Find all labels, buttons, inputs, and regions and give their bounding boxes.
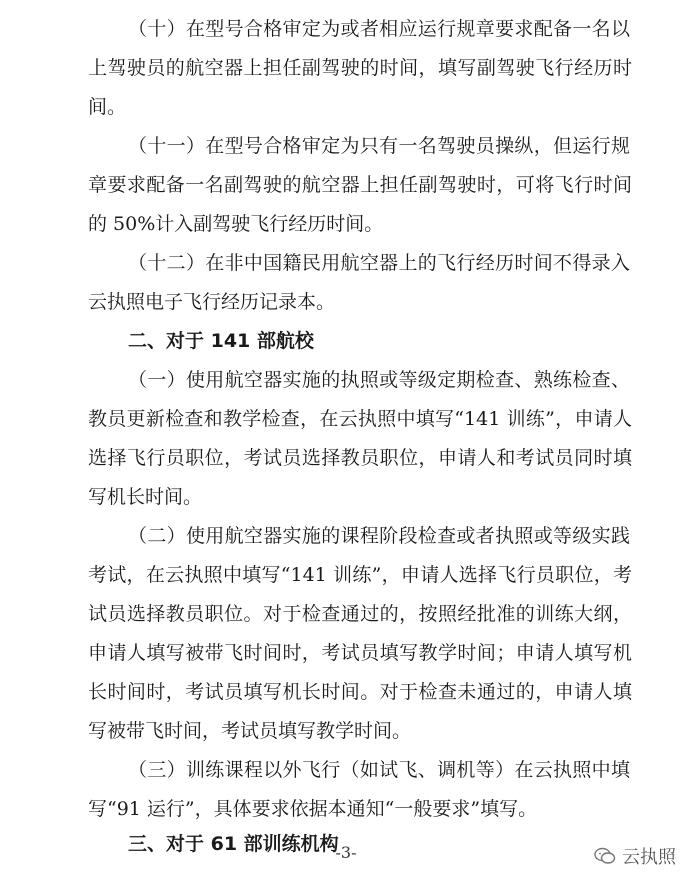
- account-watermark: [594, 843, 676, 869]
- paragraph-line: 申请人填写被带飞时间时，考试员填写教学时间；申请人填写机: [88, 642, 632, 664]
- paragraph-line: 长时间时，考试员填写机长时间。对于检查未通过的，申请人填: [88, 681, 632, 703]
- section-heading: 三、对于 61 部训练机构: [128, 833, 339, 855]
- paragraph-line: （十一）在型号合格审定为只有一名驾驶员操纵，但运行规: [128, 135, 630, 157]
- section-heading: 二、对于 141 部航校: [128, 330, 314, 352]
- paragraph-line: 写机长时间。: [88, 486, 203, 508]
- paragraph-line: （二）使用航空器实施的课程阶段检查或者执照或等级实践: [128, 525, 630, 547]
- paragraph-line: （十二）在非中国籍民用航空器上的飞行经历时间不得录入: [128, 252, 630, 274]
- watermark-label: 云执照: [622, 847, 676, 868]
- wechat-icon: [594, 847, 616, 865]
- paragraph-line: 上驾驶员的航空器上担任副驾驶的时间，填写副驾驶飞行经历时: [88, 57, 632, 79]
- paragraph-line: 试员选择教员职位。对于检查通过的，按照经批准的训练大纲，: [88, 603, 632, 625]
- paragraph-line: （一）使用航空器实施的执照或等级定期检查、熟练检查、: [128, 369, 630, 391]
- paragraph-line: 的 50%计入副驾驶飞行经历时间。: [88, 213, 384, 235]
- paragraph-line: 选择飞行员职位，考试员选择教员职位，申请人和考试员同时填: [88, 447, 632, 469]
- paragraph-line: （十）在型号合格审定为或者相应运行规章要求配备一名以: [128, 18, 630, 40]
- paragraph-line: 间。: [88, 96, 127, 118]
- paragraph-line: 考试，在云执照中填写“141 训练”，申请人选择飞行员职位，考: [88, 564, 632, 586]
- paragraph-line: 教员更新检查和教学检查，在云执照中填写“141 训练”，申请人: [88, 408, 632, 430]
- paragraph-line: （三）训练课程以外飞行（如试飞、调机等）在云执照中填: [128, 759, 630, 781]
- paragraph-line: 章要求配备一名副驾驶的航空器上担任副驾驶时，可将飞行时间: [88, 174, 632, 196]
- paragraph-line: 写被带飞时间，考试员填写教学时间。: [88, 720, 412, 742]
- paragraph-line: 写“91 运行”，具体要求依据本通知“一般要求”填写。: [88, 798, 538, 820]
- page-number: -3-: [335, 843, 357, 862]
- paragraph-line: 云执照电子飞行经历记录本。: [88, 291, 336, 313]
